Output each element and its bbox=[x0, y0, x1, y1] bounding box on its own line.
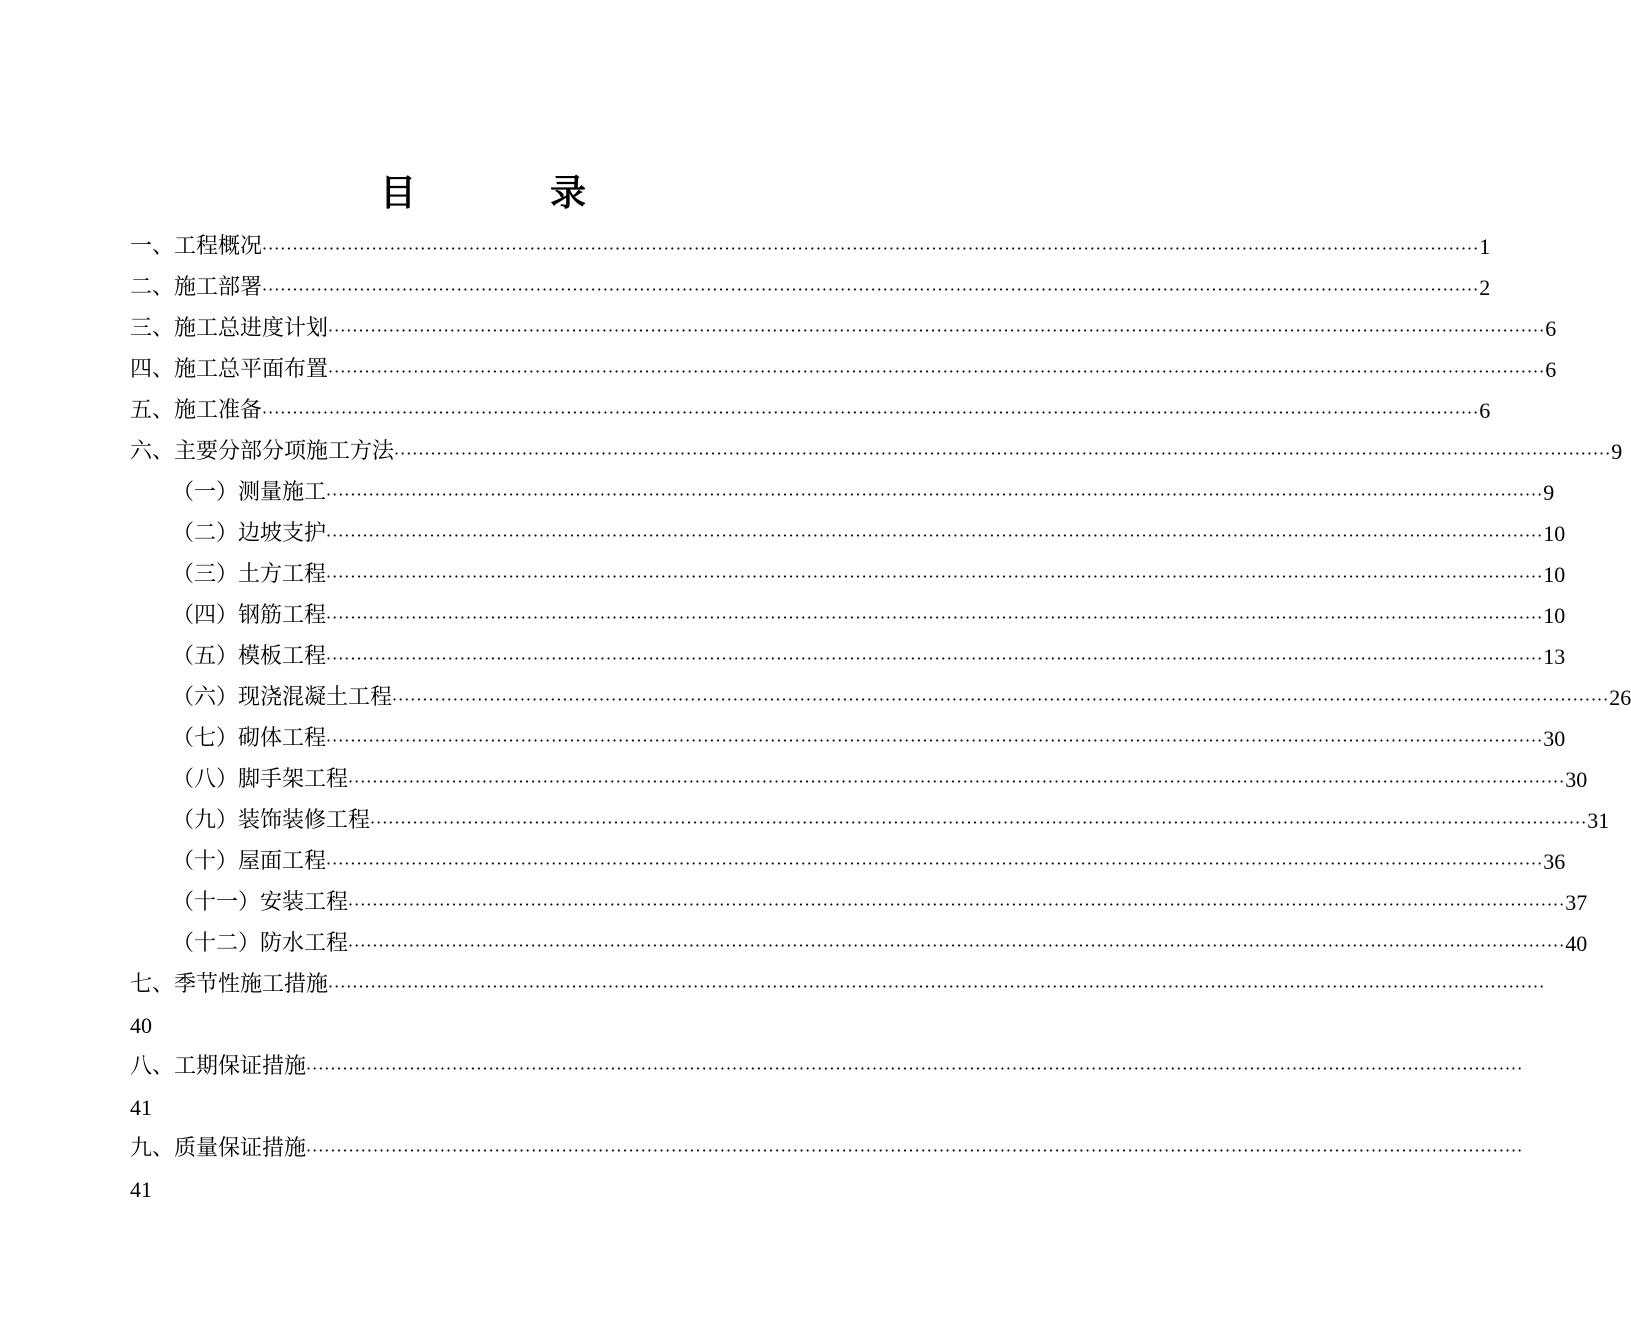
toc-subentry[interactable] bbox=[130, 718, 1566, 759]
toc-leader-dots: ········································································································································································································ bbox=[348, 772, 1566, 791]
toc-entry-label: （三）土方工程 bbox=[172, 562, 327, 587]
toc-entry-page: 6 bbox=[1479, 398, 1491, 423]
toc-subentry[interactable] bbox=[130, 472, 1555, 513]
toc-entry[interactable] bbox=[130, 267, 1491, 308]
toc-entry-label: 五、施工准备 bbox=[130, 398, 263, 423]
toc-leader-dots: ········································································································································································································ bbox=[326, 608, 1544, 627]
toc-leader-dots: ········································································································································································································ bbox=[262, 403, 1480, 422]
title-char-2: 录 bbox=[550, 172, 587, 214]
toc-entry-label: （十）屋面工程 bbox=[172, 849, 327, 874]
toc-entry-page: 1 bbox=[1479, 234, 1491, 259]
toc-leader-dots: ········································································································································································································ bbox=[326, 649, 1544, 668]
toc-entry-label: 四、施工总平面布置 bbox=[130, 357, 329, 382]
toc-entry-label: 九、质量保证措施 bbox=[130, 1136, 307, 1161]
toc-entry-page: 10 bbox=[1543, 521, 1566, 546]
toc-leader-dots: ········································································································································································································ bbox=[326, 731, 1544, 750]
toc-leader-dots: ········································································································································································································ bbox=[328, 977, 1546, 996]
toc-entry-label: 一、工程概况 bbox=[130, 234, 263, 259]
toc-leader-dots: ········································································································································································································ bbox=[326, 854, 1544, 873]
toc-leader-dots: ········································································································································································································ bbox=[326, 567, 1544, 586]
toc-entry-page: 30 bbox=[1543, 726, 1566, 751]
toc-entry-page: 26 bbox=[1609, 685, 1631, 710]
toc-entry-page: 31 bbox=[1587, 808, 1610, 833]
toc-subentry[interactable] bbox=[130, 595, 1566, 636]
toc-leader-dots: ········································································································································································································ bbox=[262, 280, 1480, 299]
toc-subentry[interactable] bbox=[130, 923, 1588, 964]
toc-entry-label: 八、工期保证措施 bbox=[130, 1054, 307, 1079]
toc-entry-label: （六）现浇混凝土工程 bbox=[172, 685, 393, 710]
toc-entry-wrapped[interactable] bbox=[130, 1128, 1524, 1169]
toc-subentry[interactable] bbox=[130, 882, 1588, 923]
toc-leader-dots: ········································································································································································································ bbox=[328, 321, 1546, 340]
toc-entry-page: 36 bbox=[1543, 849, 1566, 874]
toc-leader-dots: ········································································································································································································ bbox=[262, 239, 1480, 258]
toc-entry-wrapped[interactable] bbox=[130, 1046, 1524, 1087]
toc-entry-label: 六、主要分部分项施工方法 bbox=[130, 439, 395, 464]
toc-entry-label: （七）砌体工程 bbox=[172, 726, 327, 751]
table-of-contents bbox=[130, 226, 1631, 1210]
toc-leader-dots: ········································································································································································································ bbox=[326, 485, 1544, 504]
toc-subentry[interactable] bbox=[130, 841, 1566, 882]
toc-entry-page: 9 bbox=[1543, 480, 1555, 505]
toc-entry-page: 13 bbox=[1543, 644, 1566, 669]
toc-leader-dots: ········································································································································································································ bbox=[394, 444, 1612, 463]
toc-entry-page: 9 bbox=[1611, 439, 1623, 464]
title-char-1: 目 bbox=[380, 172, 417, 214]
toc-entry[interactable] bbox=[130, 349, 1557, 390]
toc-leader-dots: ········································································································································································································ bbox=[306, 1059, 1524, 1078]
toc-entry[interactable] bbox=[130, 390, 1491, 431]
toc-leader-dots: ········································································································································································································ bbox=[326, 526, 1544, 545]
toc-subentry[interactable] bbox=[130, 677, 1631, 718]
toc-entry-wrapped[interactable] bbox=[130, 964, 1546, 1005]
toc-entry-label: （十二）防水工程 bbox=[172, 931, 349, 956]
toc-entry[interactable] bbox=[130, 431, 1623, 472]
toc-entry-page: 10 bbox=[1543, 562, 1566, 587]
toc-entry-label: 二、施工部署 bbox=[130, 275, 263, 300]
toc-leader-dots: ········································································································································································································ bbox=[306, 1141, 1524, 1160]
toc-subentry[interactable] bbox=[130, 513, 1566, 554]
toc-leader-dots: ········································································································································································································ bbox=[328, 362, 1546, 381]
toc-entry-page: 6 bbox=[1545, 316, 1557, 341]
toc-subentry[interactable] bbox=[130, 800, 1610, 841]
toc-entry-label: 七、季节性施工措施 bbox=[130, 972, 329, 997]
toc-entry-label: （二）边坡支护 bbox=[172, 521, 327, 546]
toc-leader-dots: ········································································································································································································ bbox=[392, 690, 1610, 709]
page-title bbox=[0, 168, 950, 218]
toc-leader-dots: ········································································································································································································ bbox=[348, 936, 1566, 955]
toc-leader-dots: ········································································································································································································ bbox=[348, 895, 1566, 914]
toc-entry-label: （四）钢筋工程 bbox=[172, 603, 327, 628]
toc-entry-page: 10 bbox=[1543, 603, 1566, 628]
toc-entry-label: （一）测量施工 bbox=[172, 480, 327, 505]
toc-subentry[interactable] bbox=[130, 759, 1588, 800]
toc-entry-label: （八）脚手架工程 bbox=[172, 767, 349, 792]
toc-entry-page: 40 bbox=[1565, 931, 1588, 956]
toc-entry-page: 37 bbox=[1565, 890, 1588, 915]
toc-entry[interactable] bbox=[130, 308, 1557, 349]
toc-entry-label: （五）模板工程 bbox=[172, 644, 327, 669]
toc-entry-page: 30 bbox=[1565, 767, 1588, 792]
toc-entry[interactable] bbox=[130, 226, 1491, 267]
toc-entry-page: 6 bbox=[1545, 357, 1557, 382]
toc-entry-label: 三、施工总进度计划 bbox=[130, 316, 329, 341]
toc-entry-label: （九）装饰装修工程 bbox=[172, 808, 371, 833]
toc-entry-page: 40 bbox=[130, 1013, 152, 1038]
toc-entry-label: （十一）安装工程 bbox=[172, 890, 349, 915]
toc-subentry[interactable] bbox=[130, 554, 1566, 595]
toc-entry-page: 41 bbox=[130, 1177, 152, 1202]
toc-entry-page: 2 bbox=[1479, 275, 1491, 300]
toc-leader-dots: ········································································································································································································ bbox=[370, 813, 1588, 832]
toc-subentry[interactable] bbox=[130, 636, 1566, 677]
toc-entry-page: 41 bbox=[130, 1095, 152, 1120]
